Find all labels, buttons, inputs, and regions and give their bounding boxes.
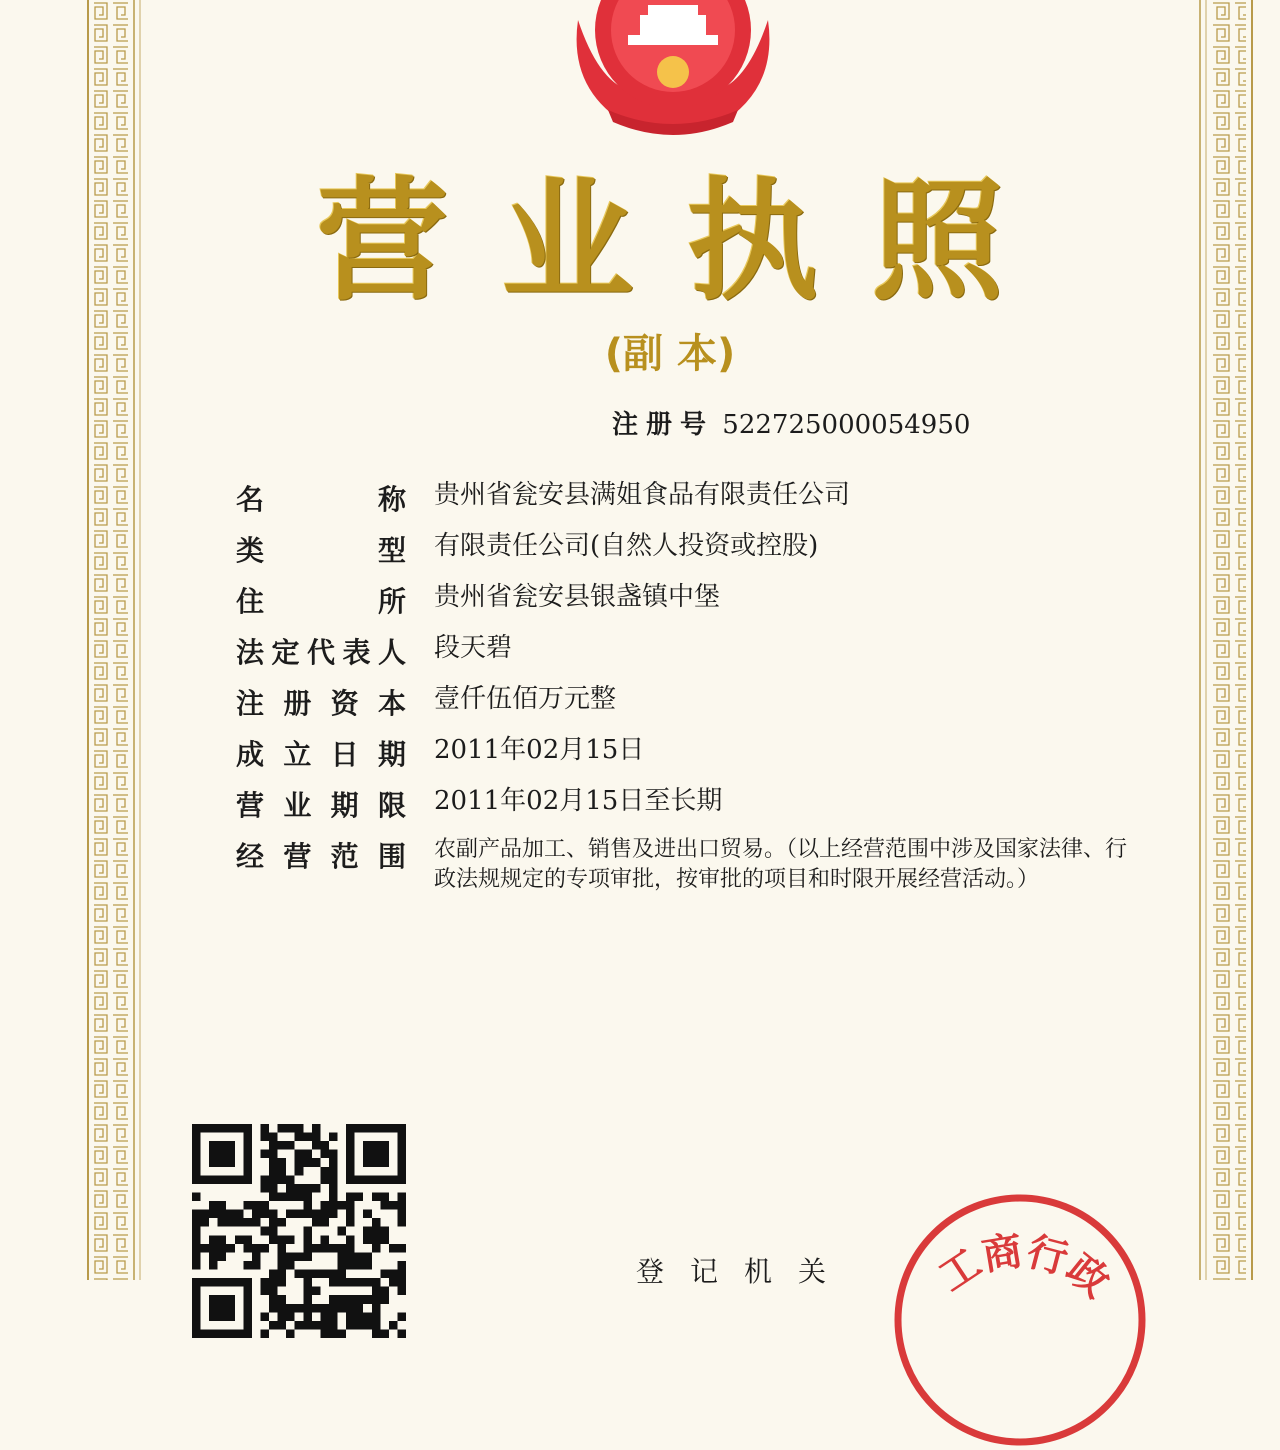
field-value: 2011年02月15日至长期 [434,786,723,816]
field-value: 壹仟伍佰万元整 [434,684,617,714]
official-seal-stamp [890,1190,1150,1450]
license-title [300,150,1020,319]
national-emblem-icon [548,0,798,145]
stamp-text: 工商行政 [930,1227,1118,1307]
field-key: 类 型 [236,534,406,567]
qr-code-icon [192,1124,406,1338]
license-fields [236,478,1166,895]
field-value: 贵州省瓮安县满姐食品有限责任公司 [434,480,851,510]
field-key: 经 营 范 围 [236,840,406,873]
field-value: 农副产品加工、销售及进出口贸易。（以上经营范围中涉及国家法律、行政法规规定的专项审批，按审批的项目和时限开展经营活动。） [434,837,1128,892]
title-char: 营 [316,165,449,319]
registration-number [612,404,970,441]
field-value: 段天碧 [434,633,513,663]
field-address [236,580,1166,631]
registration-authority-label: 登记机关 [636,1255,853,1288]
copy-subtitle: (副 本) [604,331,736,377]
registration-label: 注册号 [612,410,715,440]
field-value: 2011年02月15日 [434,735,645,765]
field-type [236,529,1166,580]
field-legal-representative [236,631,1166,682]
field-business-scope [236,835,1166,895]
field-key: 成 立 日 期 [236,738,406,771]
field-business-term [236,784,1166,835]
title-char: 执 [686,165,819,319]
registration-value: 522725000054950 [722,410,971,440]
field-key: 注 册 资 本 [236,687,406,720]
field-key: 名 称 [236,483,406,516]
title-char: 照 [871,165,1004,319]
field-key: 法 定 代 表 人 [236,636,406,669]
field-value: 有限责任公司(自然人投资或控股) [434,531,819,561]
title-char: 业 [501,165,634,319]
field-key: 营 业 期 限 [236,789,406,822]
field-value: 贵州省瓮安县银盏镇中堡 [434,582,721,612]
field-registered-capital [236,682,1166,733]
field-name [236,478,1166,529]
field-establishment-date [236,733,1166,784]
svg-text:工商行政 [931,1228,1118,1307]
field-key: 住 所 [236,585,406,618]
